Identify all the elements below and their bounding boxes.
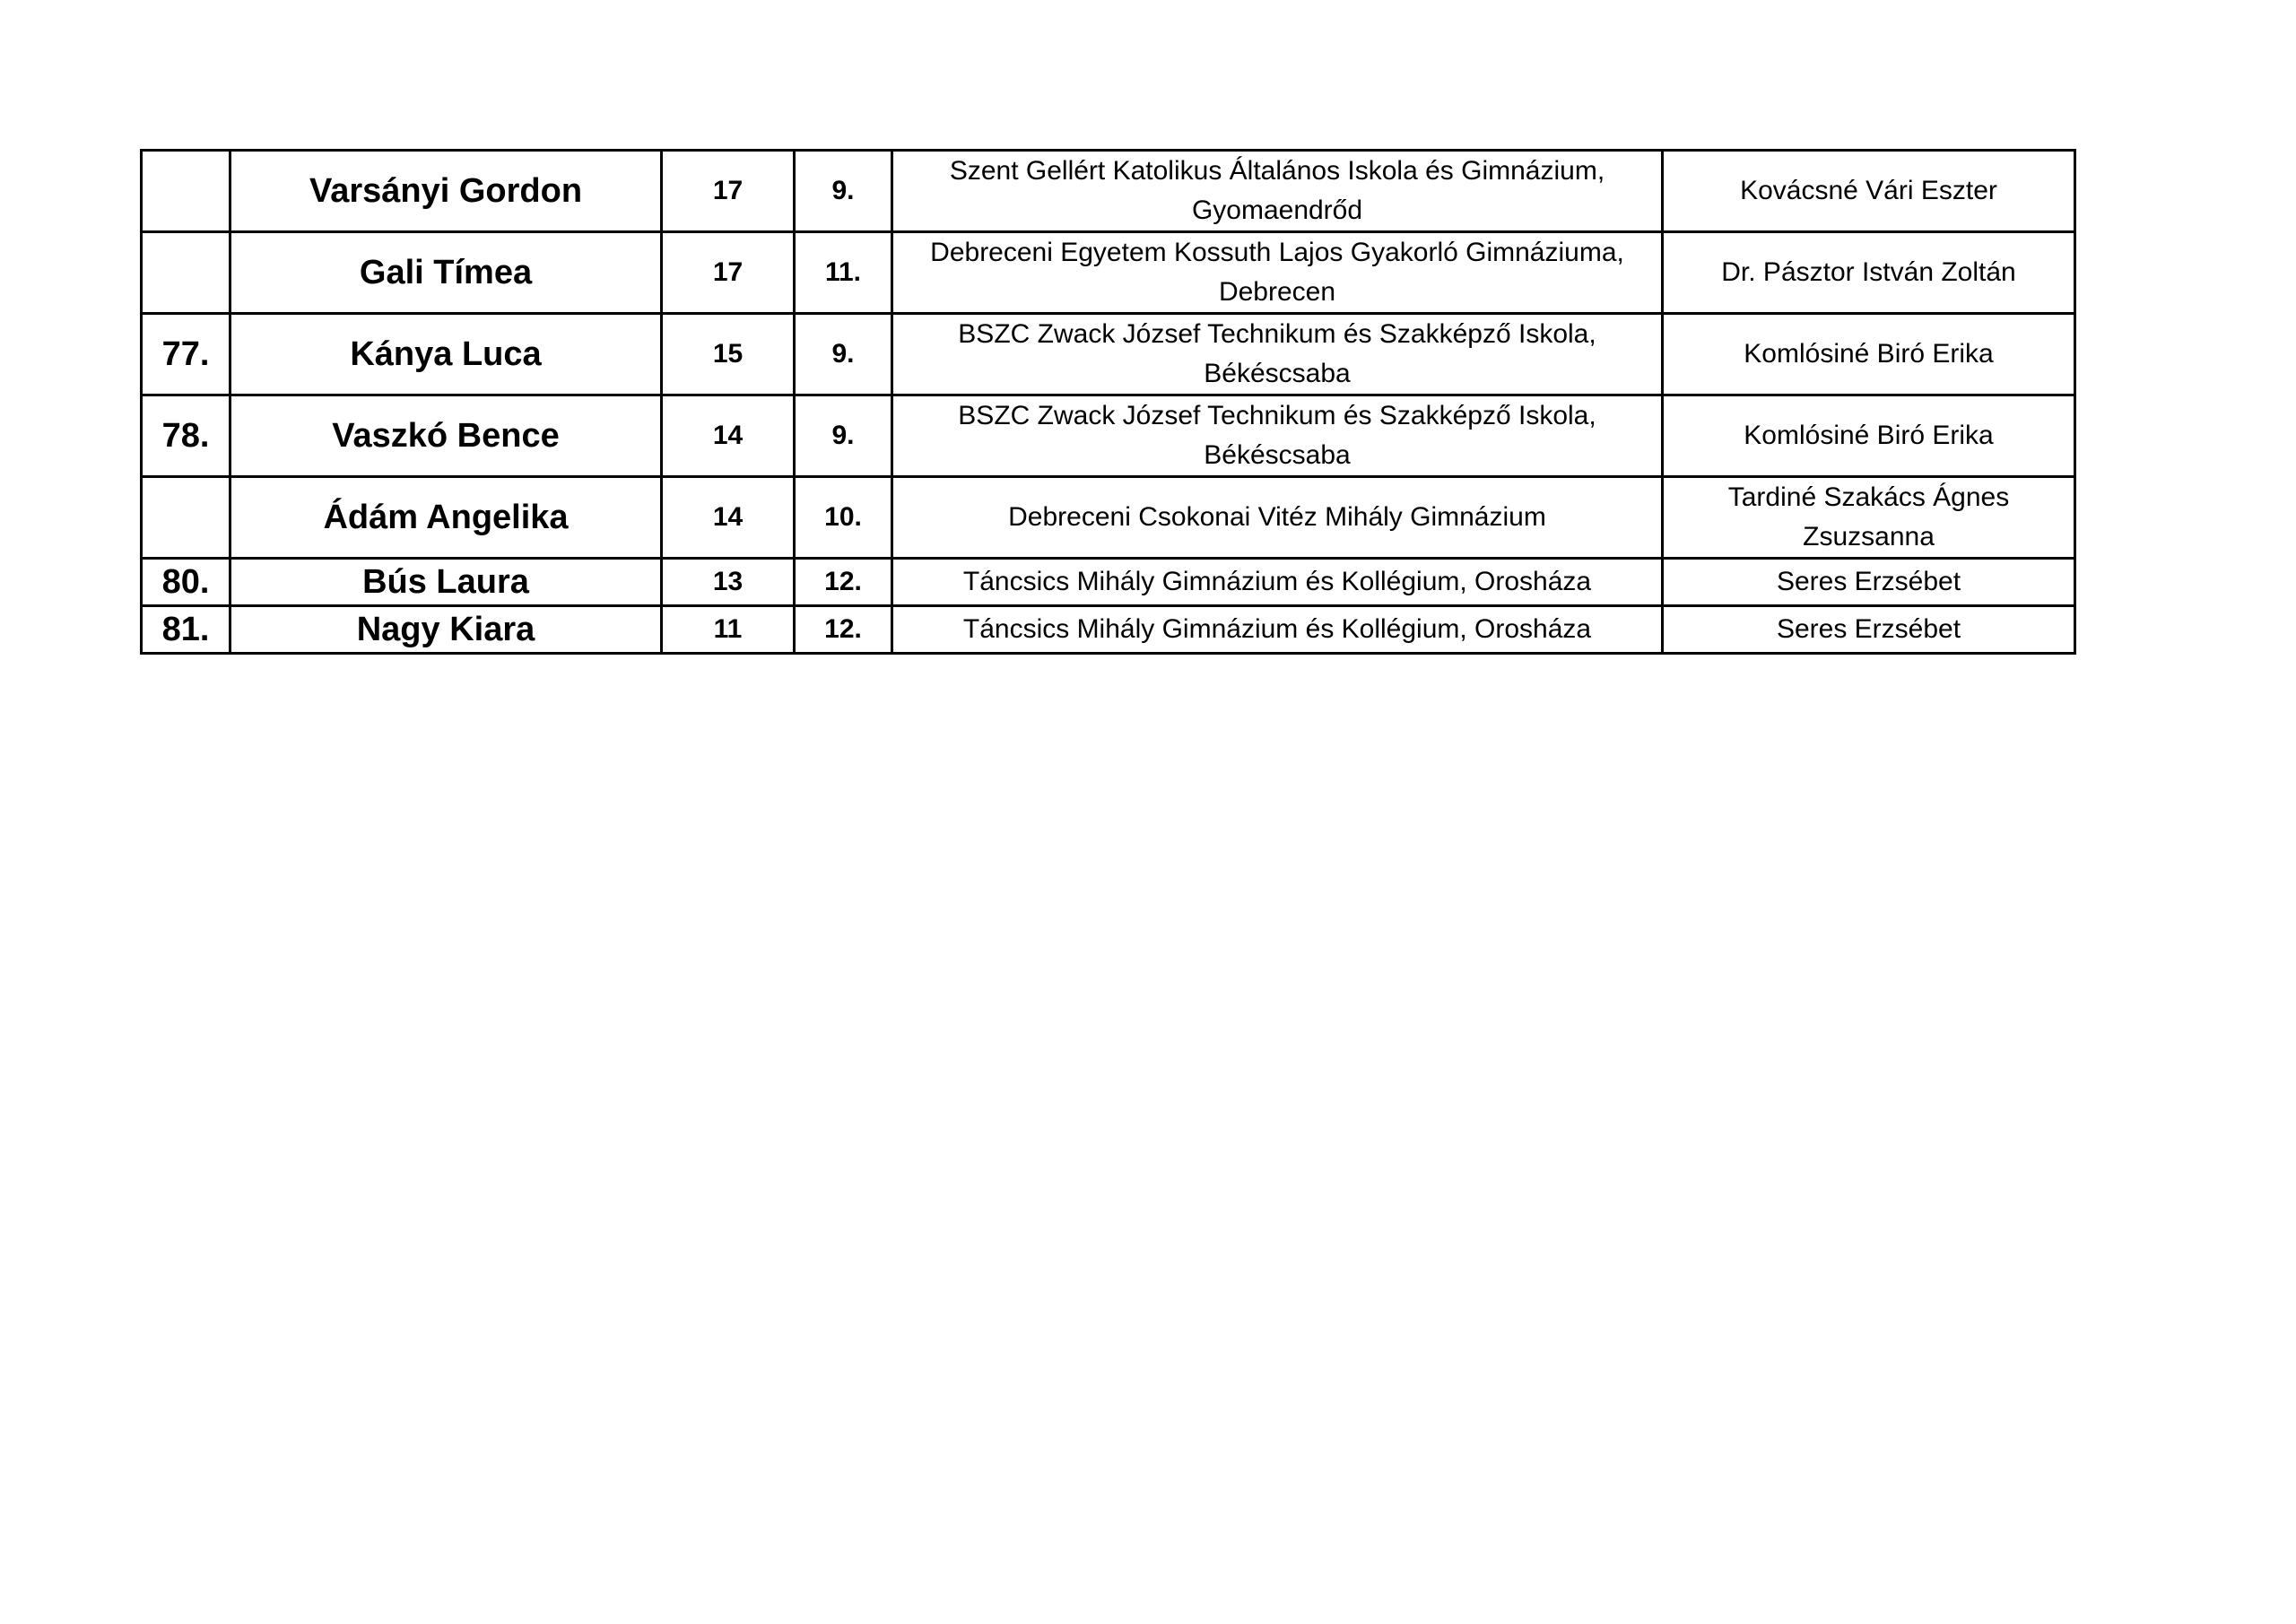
teacher-cell (1663, 395, 2075, 477)
teacher-cell (1663, 151, 2075, 232)
teacher-cell (1663, 606, 2075, 654)
grade-cell: 9. (795, 395, 892, 477)
name-cell: Bús Laura (230, 559, 662, 606)
school-line: Gyomaendrőd (1191, 195, 1363, 225)
teacher-line: Kovácsné Vári Eszter (1740, 176, 1997, 205)
rank-cell: 80. (142, 559, 230, 606)
grade-cell: 12. (795, 559, 892, 606)
table-row (142, 559, 2075, 606)
teacher-line: Tardiné Szakács Ágnes (1727, 482, 2010, 512)
name-cell: Varsányi Gordon (230, 151, 662, 232)
score-cell: 17 (662, 151, 795, 232)
school-line: Békéscsaba (1204, 359, 1351, 388)
teacher-cell (1663, 232, 2075, 314)
table-row (142, 232, 2075, 314)
score-cell: 15 (662, 314, 795, 395)
teacher-line: Komlósiné Biró Erika (1744, 421, 1994, 450)
school-line: Szent Gellért Katolikus Általános Iskola és Gimnázium, (949, 156, 1605, 186)
rank-cell (142, 151, 230, 232)
teacher-line: Seres Erzsébet (1776, 614, 1961, 644)
school-line: BSZC Zwack József Technikum és Szakképző Iskola, (958, 401, 1596, 430)
table-row (142, 606, 2075, 654)
school-line: Debreceni Egyetem Kossuth Lajos Gyakorló Gimnáziuma, (930, 238, 1624, 267)
school-cell (892, 395, 1663, 477)
teacher-line: Komlósiné Biró Erika (1744, 339, 1994, 369)
rank-cell: 81. (142, 606, 230, 654)
rank-cell (142, 232, 230, 314)
teacher-line: Dr. Pásztor István Zoltán (1721, 257, 2016, 287)
school-cell (892, 314, 1663, 395)
school-cell (892, 151, 1663, 232)
score-cell: 14 (662, 477, 795, 559)
school-line: Debreceni Csokonai Vitéz Mihály Gimnázium (1008, 502, 1546, 532)
teacher-cell (1663, 314, 2075, 395)
grade-cell: 9. (795, 314, 892, 395)
table-row (142, 314, 2075, 395)
school-cell (892, 559, 1663, 606)
score-cell: 14 (662, 395, 795, 477)
school-cell (892, 477, 1663, 559)
rank-cell: 77. (142, 314, 230, 395)
name-cell: Nagy Kiara (230, 606, 662, 654)
results-table (140, 149, 2076, 655)
rank-cell: 78. (142, 395, 230, 477)
name-cell: Gali Tímea (230, 232, 662, 314)
rank-cell (142, 477, 230, 559)
score-cell: 17 (662, 232, 795, 314)
teacher-cell (1663, 477, 2075, 559)
name-cell: Ádám Angelika (230, 477, 662, 559)
score-cell: 11 (662, 606, 795, 654)
school-line: Debrecen (1218, 277, 1336, 307)
school-line: Békéscsaba (1204, 440, 1351, 470)
school-line: Táncsics Mihály Gimnázium és Kollégium, Orosháza (962, 614, 1592, 644)
grade-cell: 12. (795, 606, 892, 654)
score-cell: 13 (662, 559, 795, 606)
school-line: BSZC Zwack József Technikum és Szakképző Iskola, (958, 319, 1596, 349)
teacher-line: Seres Erzsébet (1776, 567, 1961, 596)
teacher-line: Zsuzsanna (1803, 522, 1935, 551)
teacher-cell (1663, 559, 2075, 606)
table-row (142, 477, 2075, 559)
name-cell: Vaszkó Bence (230, 395, 662, 477)
name-cell: Kánya Luca (230, 314, 662, 395)
school-line: Táncsics Mihály Gimnázium és Kollégium, Orosháza (962, 567, 1592, 596)
school-cell (892, 606, 1663, 654)
grade-cell: 11. (795, 232, 892, 314)
table-row (142, 395, 2075, 477)
school-cell (892, 232, 1663, 314)
grade-cell: 10. (795, 477, 892, 559)
table-row (142, 151, 2075, 232)
grade-cell: 9. (795, 151, 892, 232)
